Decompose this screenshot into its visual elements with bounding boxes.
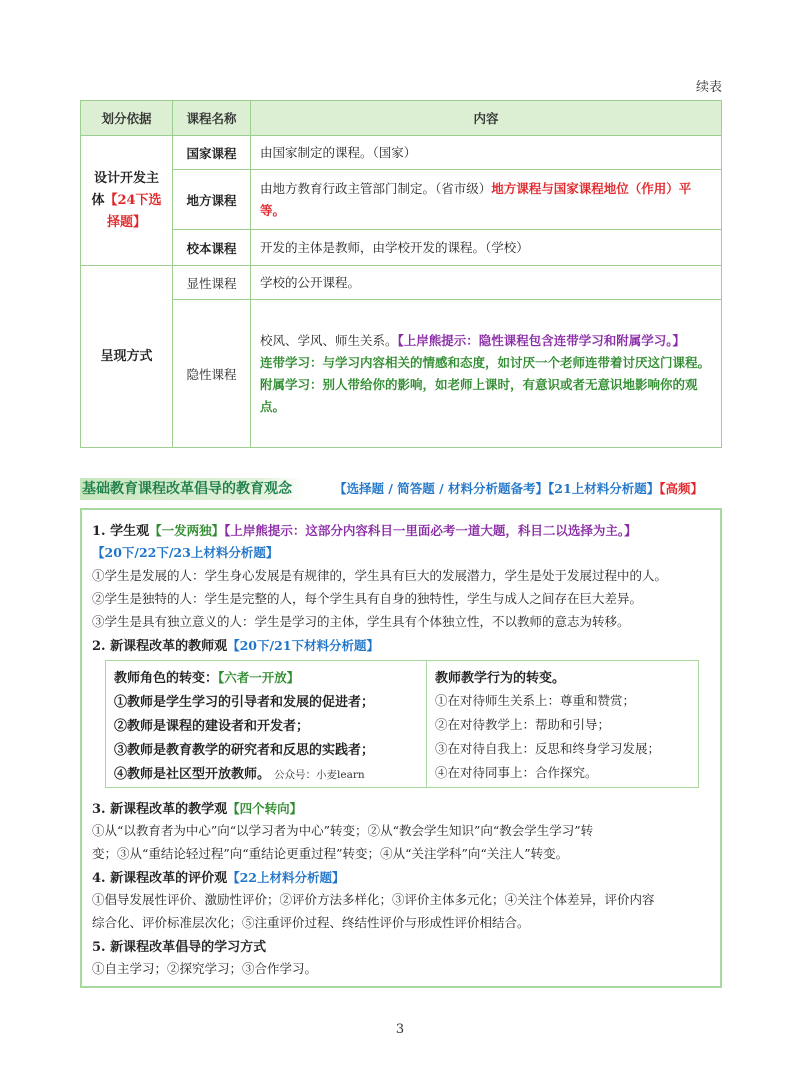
hidden-line-1-text: 校风、学风、师生关系。 [260, 332, 398, 348]
list-item: ④在对待同事上：合作探究。 [435, 765, 598, 780]
p1-tip: 【上岸熊提示：这部分内容科目一里面必考一道大题，科目二以选择为主。】 [224, 523, 637, 538]
category-design-subject [81, 136, 173, 266]
p3-tag: 【四个转向】 [227, 801, 303, 816]
p1-tag: 【一发两独】 [149, 523, 225, 538]
list-item: ③教师是教育教学的研究者和反思的实践者； [114, 743, 375, 758]
p4-title: 4. 新课程改革的评价观 [92, 871, 228, 886]
section-tag-exam-types: 【选择题 / 简答题 / 材料分析题备考】 [334, 481, 549, 496]
left-title: 教师角色的转变： [114, 671, 219, 686]
course-name-local: 地方课程 [173, 170, 251, 230]
hidden-line-2: 连带学习：与学习内容相关的情感和态度，如讨厌一个老师连带着讨厌这门课程。 [260, 354, 711, 370]
category-design-tag: 【24下选择题】 [104, 192, 162, 230]
local-content-text: 由地方教育行政主管部门制定。（省市级） [260, 180, 492, 196]
course-content-local [251, 170, 722, 230]
hidden-line-1 [260, 330, 712, 352]
p2-title: 2. 新课程改革的教师观 [92, 639, 228, 654]
course-name-national: 国家课程 [173, 136, 251, 170]
course-classification-table [80, 100, 722, 448]
header-basis: 划分依据 [81, 101, 173, 136]
table-header-row [81, 101, 722, 136]
teacher-role-column [106, 661, 427, 787]
list-item: ①教师是学生学习的引导者和发展的促进者； [114, 695, 375, 710]
p3-title: 3. 新课程改革的教学观 [92, 802, 228, 817]
p4-tag: 【22上材料分析题】 [227, 870, 345, 885]
list-item: ①在对待师生关系上：尊重和赞赏； [435, 693, 636, 708]
course-name-school: 校本课程 [173, 230, 251, 266]
course-content-hidden [251, 300, 722, 448]
right-title: 教师教学行为的转变。 [435, 671, 566, 686]
p1-title: 1. 学生观 [92, 524, 150, 539]
p2-heading [92, 635, 379, 654]
list-item: ④教师是社区型开放教师。 [114, 767, 271, 782]
section-tags [334, 478, 703, 500]
course-content-national: 由国家制定的课程。（国家） [251, 136, 722, 170]
section-title: 基础教育课程改革倡导的教育观念 [80, 478, 306, 500]
course-content-explicit: 学校的公开课程。 [251, 266, 722, 300]
hidden-line-3: 附属学习：别人带给你的影响，如老师上课时，有意识或者无意识地影响你的观点。 [260, 376, 698, 414]
header-content: 内容 [251, 101, 722, 136]
list-item: ②教师是课程的建设者和开发者； [114, 719, 310, 734]
continued-label: 续表 [695, 80, 722, 95]
watermark-text: 公众号：小麦learn [274, 769, 365, 781]
table-row [81, 266, 722, 300]
table-row [81, 300, 722, 448]
list-item: ②在对待教学上：帮助和引导； [435, 717, 611, 732]
course-name-hidden: 隐性课程 [173, 300, 251, 448]
p2-tag: 【20下/21下材料分析题】 [227, 638, 379, 653]
category-design-label: 设计开发主体 [91, 170, 159, 208]
left-tag: 【六者一开放】 [218, 670, 300, 685]
table-row [81, 230, 722, 266]
p1-tag2: 【20下/22下/23上材料分析题】 [92, 545, 279, 560]
course-content-school: 开发的主体是教师，由学校开发的课程。（学校） [251, 230, 722, 266]
p3-line-1: ①从“以教育者为中心”向“以学习者为中心”转变；②从“教会学生知识”向“教会学生学习”转 [92, 823, 594, 838]
left-title-line [114, 667, 299, 686]
p4-heading [92, 867, 345, 886]
p4-line-2: 综合化、评价标准层次化；⑤注重评价过程、终结性评价与形成性评价相结合。 [92, 915, 530, 930]
p4-line-1: ①倡导发展性评价、激励性评价；②评价方法多样化；③评价主体多元化；④关注个体差异，评价内容 [92, 892, 655, 907]
page-number: 3 [395, 1022, 405, 1037]
section-tag-21: 【21上材料分析题】 [548, 481, 660, 496]
list-item: ③在对待自我上：反思和终身学习发展； [435, 741, 661, 756]
list-item: ③学生是具有独立意义的人：学生是学习的主体，学生具有个体独立性，不以教师的意志为转移。 [92, 614, 630, 629]
category-presentation: 呈现方式 [81, 266, 173, 448]
list-item: ②学生是独特的人：学生是完整的人，每个学生具有自身的独特性，学生与成人之间存在巨大差异。 [92, 591, 643, 606]
teacher-view-table [105, 660, 699, 788]
p3-heading [92, 798, 302, 817]
section-header [80, 478, 722, 500]
table-row [81, 136, 722, 170]
header-course-name: 课程名称 [173, 101, 251, 136]
hidden-tip: 【上岸熊提示：隐性课程包含连带学习和附属学习。】 [397, 332, 686, 348]
list-item: ①学生是发展的人：学生身心发展是有规律的，学生具有巨大的发展潜力，学生是处于发展过程中的人。 [92, 568, 668, 583]
section-tag-frequency: 【高频】 [659, 481, 703, 496]
concepts-box [80, 508, 722, 988]
course-name-explicit: 显性课程 [173, 266, 251, 300]
p5-title: 5. 新课程改革倡导的学习方式 [92, 940, 267, 955]
table-row [81, 170, 722, 230]
left-last-line [114, 763, 365, 782]
p5-line: ①自主学习；②探究学习；③合作学习。 [92, 961, 318, 976]
p3-line-2: 变；③从“重结论轻过程”向“重结论更重过程”转变；④从“关注学科”向“关注人”转变。 [92, 846, 569, 861]
local-content-highlight: 地方课程与国家课程地位（作用）平等。 [260, 180, 692, 218]
teaching-behavior-column [427, 661, 699, 787]
p1-heading [92, 520, 637, 539]
